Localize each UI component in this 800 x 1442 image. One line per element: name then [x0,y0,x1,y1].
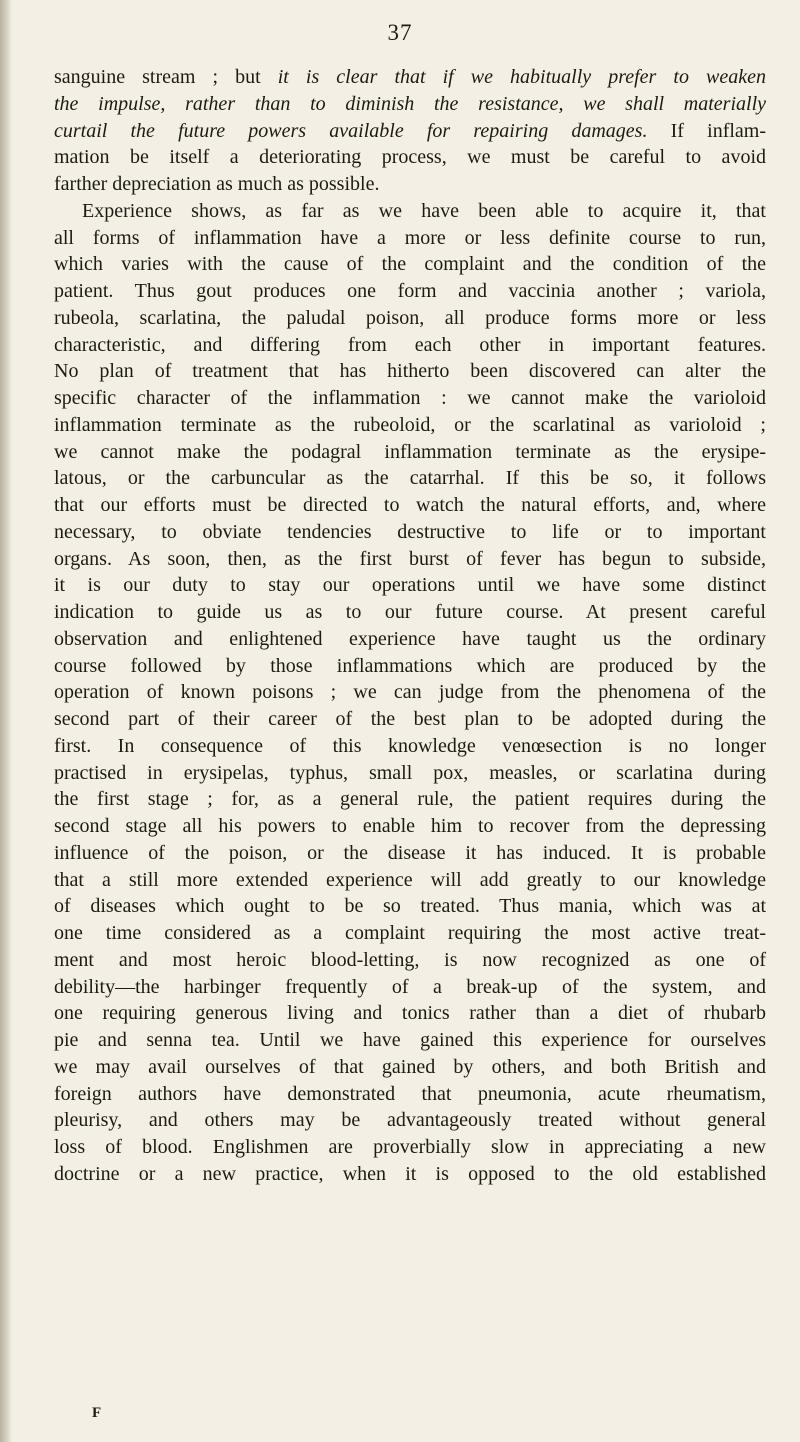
text-segment: organs. As soon, then, as the first burst of fever has begun to subside, [54,547,766,570]
text-line [54,920,766,947]
text-line [54,786,766,813]
page-number: 37 [387,20,413,45]
text-segment: operation of known poisons ; we can judge from the phenomena of the [54,681,766,704]
text-line [54,171,766,198]
text-segment: that a still more extended experience will add greatly to our knowledge [54,868,766,891]
text-segment: Experience shows, as far as we have been able to acquire it, that [82,199,766,222]
text-segment: sanguine stream ; but [54,66,278,88]
text-line [54,465,766,492]
text-segment: second part of their career of the best plan to be adopted during the [54,708,766,730]
text-line [54,519,766,546]
text-segment: pie and senna tea. Until we have gained this experience for ourselves [54,1029,766,1051]
text-segment: the first stage ; for, as a general rule, the patient requires during the [54,788,766,811]
text-line [54,118,766,145]
text-line [54,653,766,680]
text-line [54,1054,766,1081]
text-line [54,974,766,1001]
text-line [54,706,766,733]
page-gutter-shadow [0,0,12,1442]
text-line [54,572,766,599]
text-segment: it is our duty to stay our operations until we have some distinct [54,574,766,597]
body-text [54,64,766,1188]
text-segment: observation and enlightened experience have taught us the ordinary [54,627,766,650]
italic-text: the impulse, rather than to diminish the resistance, we shall materially [54,92,766,115]
text-segment: farther depreciation as much as possible. [54,173,380,195]
signature-mark: F [92,1405,102,1421]
text-segment: rubeola, scarlatina, the paludal poison, all produce forms more or less [54,306,766,329]
text-line [54,198,766,225]
text-line [54,1081,766,1108]
text-segment: influence of the poison, or the disease it has induced. It is probable [54,841,766,864]
text-line [54,626,766,653]
text-line [54,64,766,91]
text-segment: patient. Thus gout produces one form and vaccinia another ; variola, [54,280,766,302]
text-line [54,144,766,171]
text-segment: pleurisy, and others may be advantageously treated without general [54,1109,766,1132]
text-segment: mation be itself a deteriorating process, we must be careful to avoid [54,146,766,169]
text-segment: No plan of treatment that has hitherto been discovered can alter the [54,360,766,383]
text-segment: characteristic, and differing from each other in important features. [54,333,766,356]
text-line [54,251,766,278]
text-line [54,358,766,385]
text-line [54,332,766,359]
text-segment: necessary, to obviate tendencies destructive to life or to important [54,520,766,543]
text-segment: debility—the harbinger frequently of a break-up of the system, and [54,975,766,998]
text-segment: doctrine or a new practice, when it is opposed to the old established [54,1162,766,1185]
text-segment: ment and most heroic blood-letting, is now recognized as one of [54,948,766,971]
text-segment: practised in erysipelas, typhus, small pox, measles, or scarlatina during [54,761,766,784]
italic-text: curtail the future powers available for repairing damages. [54,119,648,142]
text-line [54,278,766,305]
text-line [54,679,766,706]
text-line [54,760,766,787]
text-segment: latous, or the carbuncular as the catarrhal. If this be so, it follows [54,467,766,490]
text-line [54,385,766,412]
text-line [54,439,766,466]
text-segment: If inflam- [647,119,766,142]
text-segment: specific character of the inflammation : we cannot make the varioloid [54,387,766,409]
text-segment: that our efforts must be directed to watch the natural efforts, and, where [54,494,766,516]
text-line [54,1134,766,1161]
text-line [54,1161,766,1188]
text-segment: one requiring generous living and tonics rather than a diet of rhubarb [54,1002,766,1025]
text-line [54,225,766,252]
text-line [54,412,766,439]
italic-text: it is clear that if we habitually prefer to weaken [277,66,766,88]
text-segment: first. In consequence of this knowledge venœsection is no longer [54,734,766,757]
text-line [54,1107,766,1134]
text-line [54,813,766,840]
text-segment: all forms of inflammation have a more or less definite course to run, [54,226,766,249]
text-line [54,893,766,920]
text-line [54,305,766,332]
text-segment: course followed by those inflammations which are produced by the [54,654,766,677]
text-line [54,947,766,974]
text-segment: we may avail ourselves of that gained by others, and both British and [54,1055,766,1078]
text-line [54,840,766,867]
text-segment: inflammation terminate as the rubeoloid, or the scarlatinal as varioloid ; [54,413,766,436]
text-line [54,546,766,573]
text-segment: we cannot make the podagral inflammation terminate as the erysipe- [54,440,766,463]
text-segment: one time considered as a complaint requiring the most active treat- [54,922,766,944]
text-segment: second stage all his powers to enable him to recover from the depressing [54,815,766,837]
text-segment: loss of blood. Englishmen are proverbially slow in appreciating a new [54,1136,766,1158]
text-line [54,867,766,894]
text-line [54,492,766,519]
text-segment: indication to guide us as to our future course. At present careful [54,601,766,623]
text-line [54,91,766,118]
text-line [54,1027,766,1054]
text-line [54,733,766,760]
text-line [54,1000,766,1027]
text-segment: foreign authors have demonstrated that pneumonia, acute rheumatism, [54,1082,766,1105]
text-segment: of diseases which ought to be so treated. Thus mania, which was at [54,895,766,918]
text-segment: which varies with the cause of the complaint and the condition of the [54,253,766,276]
text-line [54,599,766,626]
